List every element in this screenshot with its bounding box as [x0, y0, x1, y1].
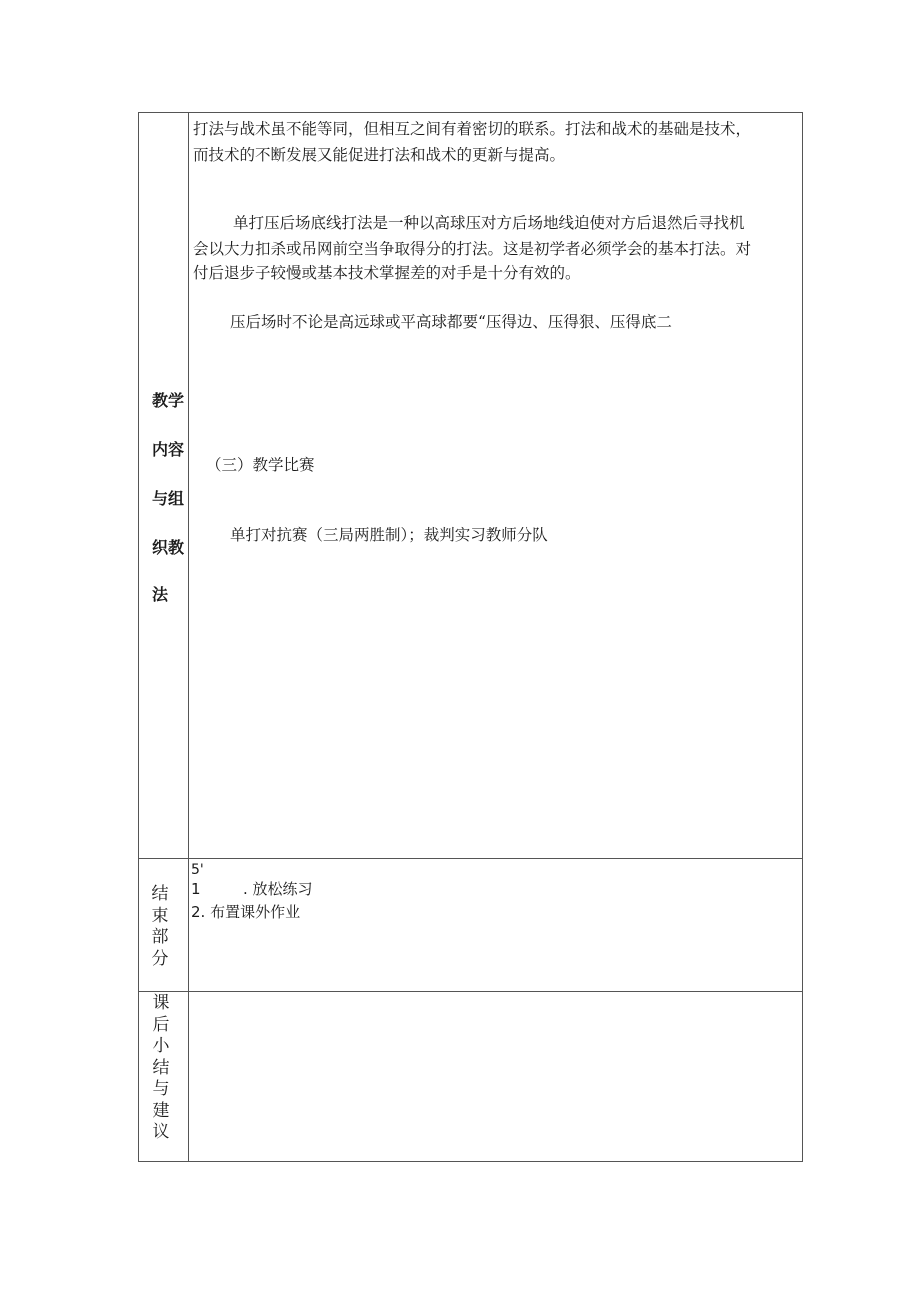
content-label-line-2: 内容	[152, 440, 185, 459]
content-label-line-1: 教学	[152, 391, 185, 410]
content-label-line-4: 织教	[152, 538, 185, 557]
end-section-label: 结束部分	[151, 884, 169, 969]
teaching-match-heading: （三）教学比赛	[206, 456, 315, 474]
content-label-line-3: 与组	[152, 489, 185, 508]
end-item-1-number: 1	[191, 880, 201, 898]
content-label-line-5: 法	[152, 585, 169, 604]
table-left-border	[138, 112, 139, 1162]
summary-section-label: 课后小结与建议	[152, 993, 170, 1142]
end-item-1-text: . 放松练习	[243, 880, 313, 898]
content-paragraph-3: 压后场时不论是高远球或平高球都要“压得边、压得狠、压得底二	[230, 313, 672, 331]
table-top-border	[138, 112, 803, 113]
content-paragraph-1-line-2: 而技术的不断发展又能促进打法和战术的更新与提高。	[193, 146, 566, 164]
end-section-time: 5'	[191, 862, 204, 878]
table-bottom-border	[138, 1161, 803, 1162]
end-item-2: 2. 布置课外作业	[191, 903, 301, 921]
content-paragraph-2-line-2: 会以大力扣杀或吊网前空当争取得分的打法。这是初学者必须学会的基本打法。对	[193, 240, 752, 258]
summary-content-area[interactable]	[189, 992, 802, 1161]
content-paragraph-1-line-1: 打法与战术虽不能等同，但相互之间有着密切的联系。打法和战术的基础是技术，	[193, 120, 752, 138]
table-right-border	[802, 112, 803, 1162]
content-paragraph-2-line-3: 付后退步子较慢或基本技术掌握差的对手是十分有效的。	[193, 264, 581, 282]
content-paragraph-2-line-1: 单打压后场底线打法是一种以高球压对方后场地线迫使对方后退然后寻找机	[233, 214, 745, 232]
row-divider-end	[138, 858, 803, 859]
teaching-match-description: 单打对抗赛（三局两胜制）；裁判实习教师分队	[230, 526, 548, 544]
